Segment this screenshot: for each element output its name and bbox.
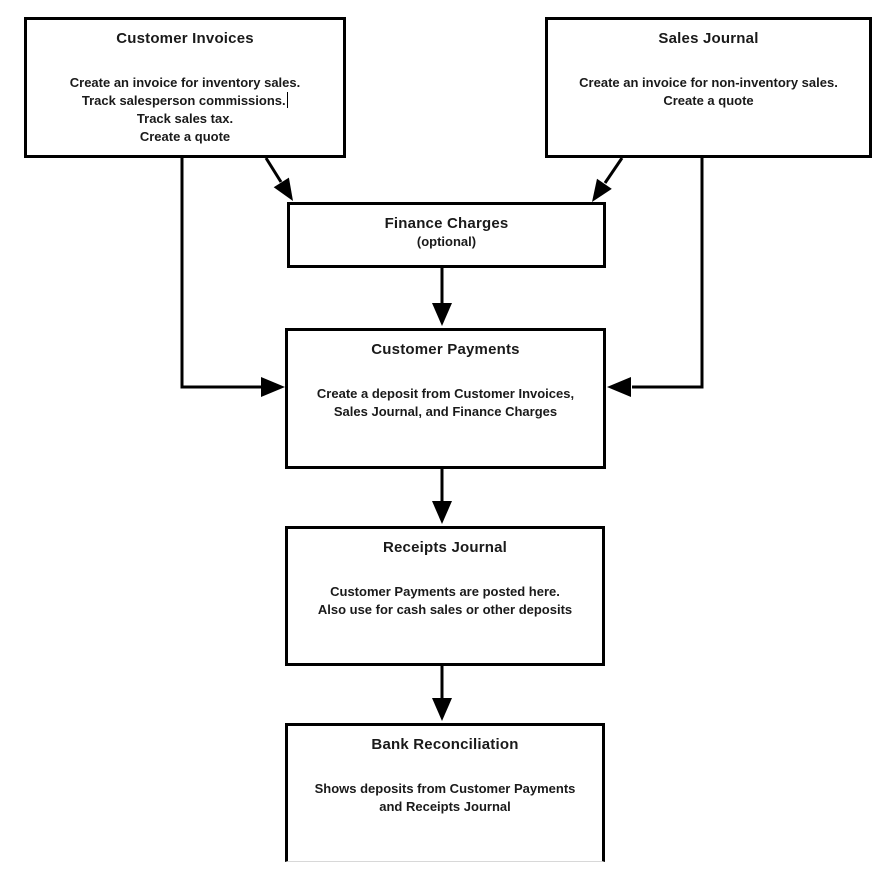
node-body-line: Create an invoice for inventory sales. (69, 75, 301, 90)
connector-customer-payments-to-receipts-journal (432, 469, 452, 524)
node-body-line: Track sales tax. (136, 111, 234, 126)
node-body-line-text: Track salesperson commissions. (81, 93, 286, 108)
node-finance-charges (287, 202, 606, 268)
arrowhead-down-icon (432, 698, 452, 721)
node-title: Bank Reconciliation (371, 736, 519, 753)
node-body-line: Sales Journal, and Finance Charges (333, 404, 558, 419)
node-customer-invoices (24, 17, 346, 158)
node-body (288, 583, 602, 619)
connector-receipts-journal-to-bank-reconciliation (432, 666, 452, 721)
node-body (288, 385, 603, 421)
node-title: Sales Journal (658, 30, 759, 47)
node-bank-reconciliation (285, 723, 605, 862)
arrowhead-down-icon (432, 303, 452, 326)
node-title: Receipts Journal (382, 539, 508, 556)
node-body-line: Create a quote (663, 93, 754, 108)
node-body-line: Customer Payments are posted here. (330, 584, 560, 599)
arrowhead-down-icon (432, 501, 452, 524)
text-cursor (287, 92, 289, 108)
node-body (288, 780, 602, 816)
connector-customer-invoices-to-customer-payments (182, 158, 285, 397)
node-subtitle: (optional) (416, 234, 477, 249)
arrowhead-down-right-icon (274, 178, 293, 201)
node-customer-payments (285, 328, 606, 469)
node-sales-journal (545, 17, 872, 158)
node-body (548, 74, 869, 110)
node-body-line: Create a quote (139, 129, 231, 144)
node-body-line: Also use for cash sales or other deposits (317, 602, 573, 617)
connector-finance-charges-to-customer-payments (432, 268, 452, 326)
node-receipts-journal (285, 526, 605, 666)
arrowhead-left-icon (607, 377, 631, 397)
node-title: Customer Invoices (116, 30, 254, 47)
node-body-line: Create an invoice for non-inventory sales. (579, 75, 838, 90)
node-body-line: Create a deposit from Customer Invoices, (316, 386, 575, 401)
connector-customer-invoices-to-finance-charges (266, 158, 293, 201)
node-title: Customer Payments (371, 341, 520, 358)
node-body-line: Shows deposits from Customer Payments (314, 781, 576, 796)
connector-sales-journal-to-finance-charges (592, 158, 622, 202)
node-body-line (27, 92, 343, 110)
node-body (27, 74, 343, 146)
node-body-line: and Receipts Journal (379, 799, 511, 814)
arrowhead-down-left-icon (592, 179, 612, 202)
arrowhead-right-icon (261, 377, 285, 397)
node-title: Finance Charges (384, 215, 509, 232)
connector-sales-journal-to-customer-payments (607, 158, 702, 397)
